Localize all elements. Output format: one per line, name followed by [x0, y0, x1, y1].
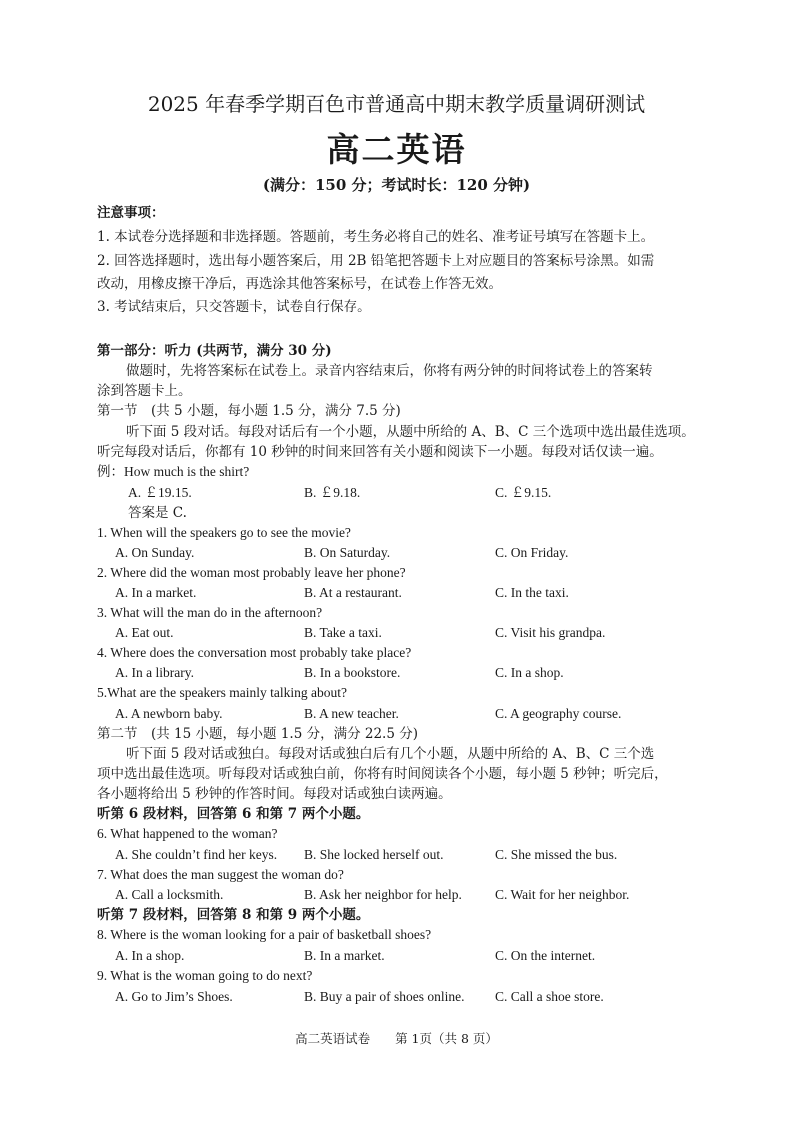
q6-option-c: C. She missed the bus.	[495, 847, 618, 862]
q2-option-b: B. At a restaurant.	[304, 585, 402, 600]
example-option-c: C. ￡9.15.	[495, 485, 552, 500]
part1-heading: 第一部分：听力 (共两节，满分 30 分)	[97, 343, 332, 359]
q2-option-c: C. In the taxi.	[495, 585, 569, 600]
section1-instr-2: 听完每段对话后，你都有 10 秒钟的时间来回答有关小题和阅读下一小题。每段对话仅读一遍。	[97, 444, 663, 460]
section1-instr-1: 听下面 5 段对话。每段对话后有一个小题，从题中所给的 A、B、C 三个选项中选出最佳选项。	[126, 424, 695, 440]
q6-option-a: A. She couldn’t find her keys.	[115, 847, 278, 862]
section2-heading: 第二节 (共 15 小题，每小题 1.5 分，满分 22.5 分)	[97, 726, 418, 742]
q8-option-a: A. In a shop.	[115, 948, 185, 963]
q9-option-c: C. Call a shoe store.	[495, 989, 604, 1004]
question-5: 5.What are the speakers mainly talking about?	[97, 685, 348, 700]
question-1: 1. When will the speakers go to see the movie?	[97, 525, 351, 540]
notice-heading: 注意事项：	[97, 205, 165, 221]
page-footer: 高二英语试卷 第 1页（共 8 页）	[295, 1031, 498, 1046]
score-info: (满分：150 分；考试时长：120 分钟)	[262, 176, 531, 194]
q2-option-a: A. In a market.	[115, 585, 197, 600]
q7-option-b: B. Ask her neighbor for help.	[304, 887, 462, 902]
exam-title: 2025 年春季学期百色市普通高中期末教学质量调研测试	[147, 92, 646, 116]
q3-option-a: A. Eat out.	[115, 625, 174, 640]
part1-intro-2: 涂到答题卡上。	[97, 383, 192, 399]
q6-option-b: B. She locked herself out.	[304, 847, 444, 862]
example-option-b: B. ￡9.18.	[304, 485, 361, 500]
q7-option-a: A. Call a locksmith.	[115, 887, 224, 902]
section2-instr-3: 各小题将给出 5 秒钟的作答时间。每段对话或独白读两遍。	[97, 786, 452, 802]
part1-intro-1: 做题时，先将答案标在试卷上。录音内容结束后，你将有两分钟的时间将试卷上的答案转	[126, 363, 653, 379]
q1-option-c: C. On Friday.	[495, 545, 569, 560]
q5-option-c: C. A geography course.	[495, 706, 622, 721]
q3-option-c: C. Visit his grandpa.	[495, 625, 606, 640]
q5-option-a: A. A newborn baby.	[115, 706, 223, 721]
q3-option-b: B. Take a taxi.	[304, 625, 382, 640]
question-3: 3. What will the man do in the afternoon?	[97, 605, 323, 620]
example-question: 例：How much is the shirt?	[97, 464, 250, 479]
subject-title: 高二英语	[326, 130, 467, 169]
notice-line-3: 改动，用橡皮擦干净后，再选涂其他答案标号，在试卷上作答无效。	[97, 276, 502, 292]
notice-line-4: 3. 考试结束后，只交答题卡，试卷自行保存。	[97, 299, 371, 315]
question-9: 9. What is the woman going to do next?	[97, 968, 313, 983]
question-4: 4. Where does the conversation most probably take place?	[97, 645, 412, 660]
q4-option-c: C. In a shop.	[495, 665, 564, 680]
notice-line-1: 1. 本试卷分选择题和非选择题。答题前，考生务必将自己的姓名、准考证号填写在答题卡上。	[97, 229, 655, 245]
question-8: 8. Where is the woman looking for a pair of basketball shoes?	[97, 927, 432, 942]
question-6: 6. What happened to the woman?	[97, 826, 278, 841]
section1-heading: 第一节 (共 5 小题，每小题 1.5 分，满分 7.5 分)	[97, 403, 401, 419]
q4-option-a: A. In a library.	[115, 665, 194, 680]
q8-option-b: B. In a market.	[304, 948, 385, 963]
material-7-heading: 听第 7 段材料，回答第 8 和第 9 两个小题。	[97, 907, 370, 923]
example-option-a: A. ￡19.15.	[128, 485, 192, 500]
q8-option-c: C. On the internet.	[495, 948, 596, 963]
q7-option-c: C. Wait for her neighbor.	[495, 887, 630, 902]
q4-option-b: B. In a bookstore.	[304, 665, 401, 680]
q9-option-a: A. Go to Jim’s Shoes.	[115, 989, 233, 1004]
question-7: 7. What does the man suggest the woman do?	[97, 867, 344, 882]
q1-option-a: A. On Sunday.	[115, 545, 195, 560]
question-2: 2. Where did the woman most probably leave her phone?	[97, 565, 406, 580]
q5-option-b: B. A new teacher.	[304, 706, 399, 721]
q1-option-b: B. On Saturday.	[304, 545, 391, 560]
material-6-heading: 听第 6 段材料，回答第 6 和第 7 两个小题。	[97, 806, 370, 822]
q9-option-b: B. Buy a pair of shoes online.	[304, 989, 465, 1004]
section2-instr-1: 听下面 5 段对话或独白。每段对话或独白后有几个小题，从题中所给的 A、B、C 三个选	[126, 746, 655, 762]
section2-instr-2: 项中选出最佳选项。听每段对话或独白前，你将有时间阅读各个小题，每小题 5 秒钟；听完后，	[97, 766, 668, 782]
notice-line-2: 2. 回答选择题时，选出每小题答案后，用 2B 铅笔把答题卡上对应题目的答案标号涂黑。如需	[97, 253, 655, 269]
example-answer: 答案是 C.	[128, 505, 187, 521]
